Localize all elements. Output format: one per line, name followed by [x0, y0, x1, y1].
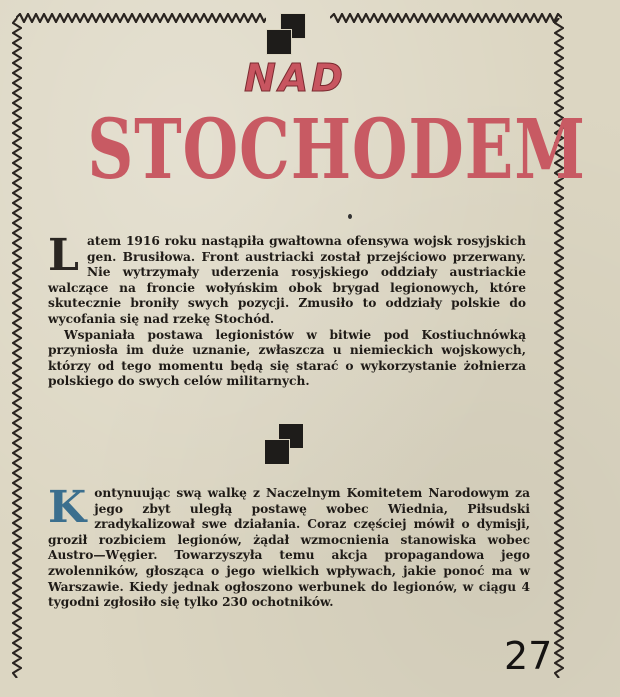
zigzag-border-top-left — [16, 13, 266, 23]
article-paragraph-1 — [48, 230, 526, 390]
square-front — [265, 440, 289, 464]
zigzag-border-top-right — [330, 13, 562, 23]
article-paragraph-2 — [48, 482, 530, 611]
dropcap-k: K — [48, 482, 87, 533]
ornament-squares-icon — [265, 424, 307, 466]
zigzag-border-left — [12, 18, 22, 678]
title-kicker: NAD — [244, 56, 346, 100]
paragraph-1-text: atem 1916 roku nastąpiła gwałtowna ofensywa wojsk rosyjskich gen. Brusiłowa. Front austriacki został przejściowo przerwany. Nie wytrzymały uderzenia rosyjskiego oddziały austriackie walczące na froncie wołyńskim obok brygad legionowych, które skutecznie broniły swych pozycji. Zmusiło to oddziały polskie do wycofania się nad rzekę Stochód. — [48, 234, 526, 326]
paragraph-1-continuation: Wspaniała postawa legionistów w bitwie pod Kostiuchnówką przyniosła im duże uznanie, zwłaszcza u niemieckich wojskowych, którzy od tego momentu będą się starać o wykorzystanie żołnierza polskiego do swych celów militarnych. — [48, 327, 526, 389]
square-front — [267, 30, 291, 54]
page-title: STOCHODEM — [87, 102, 586, 198]
ink-dot — [348, 214, 352, 219]
paragraph-2-text: ontynuując swą walkę z Naczelnym Komitetem Narodowym za jego zbyt uległą postawę wobec Wiednia, Piłsudski zradykalizował swe działania. Coraz częściej mówił o dymisji, groził rozbiciem legionów, żądał wzmocnienia stanowiska wobec Austro—Węgier. Towarzyszyła temu akcja propagandowa jego zwolenników, głosząca o jego wielkich wpływach, jakie ponoć ma w Warszawie. Kiedy jednak ogłoszono werbunek do legionów, w ciągu 4 tygodni zgłosiło się tylko 230 ochotników. — [48, 486, 530, 610]
page-number: 27 — [504, 634, 553, 678]
ornament-squares-icon — [267, 14, 309, 56]
dropcap-l: L — [48, 230, 79, 281]
